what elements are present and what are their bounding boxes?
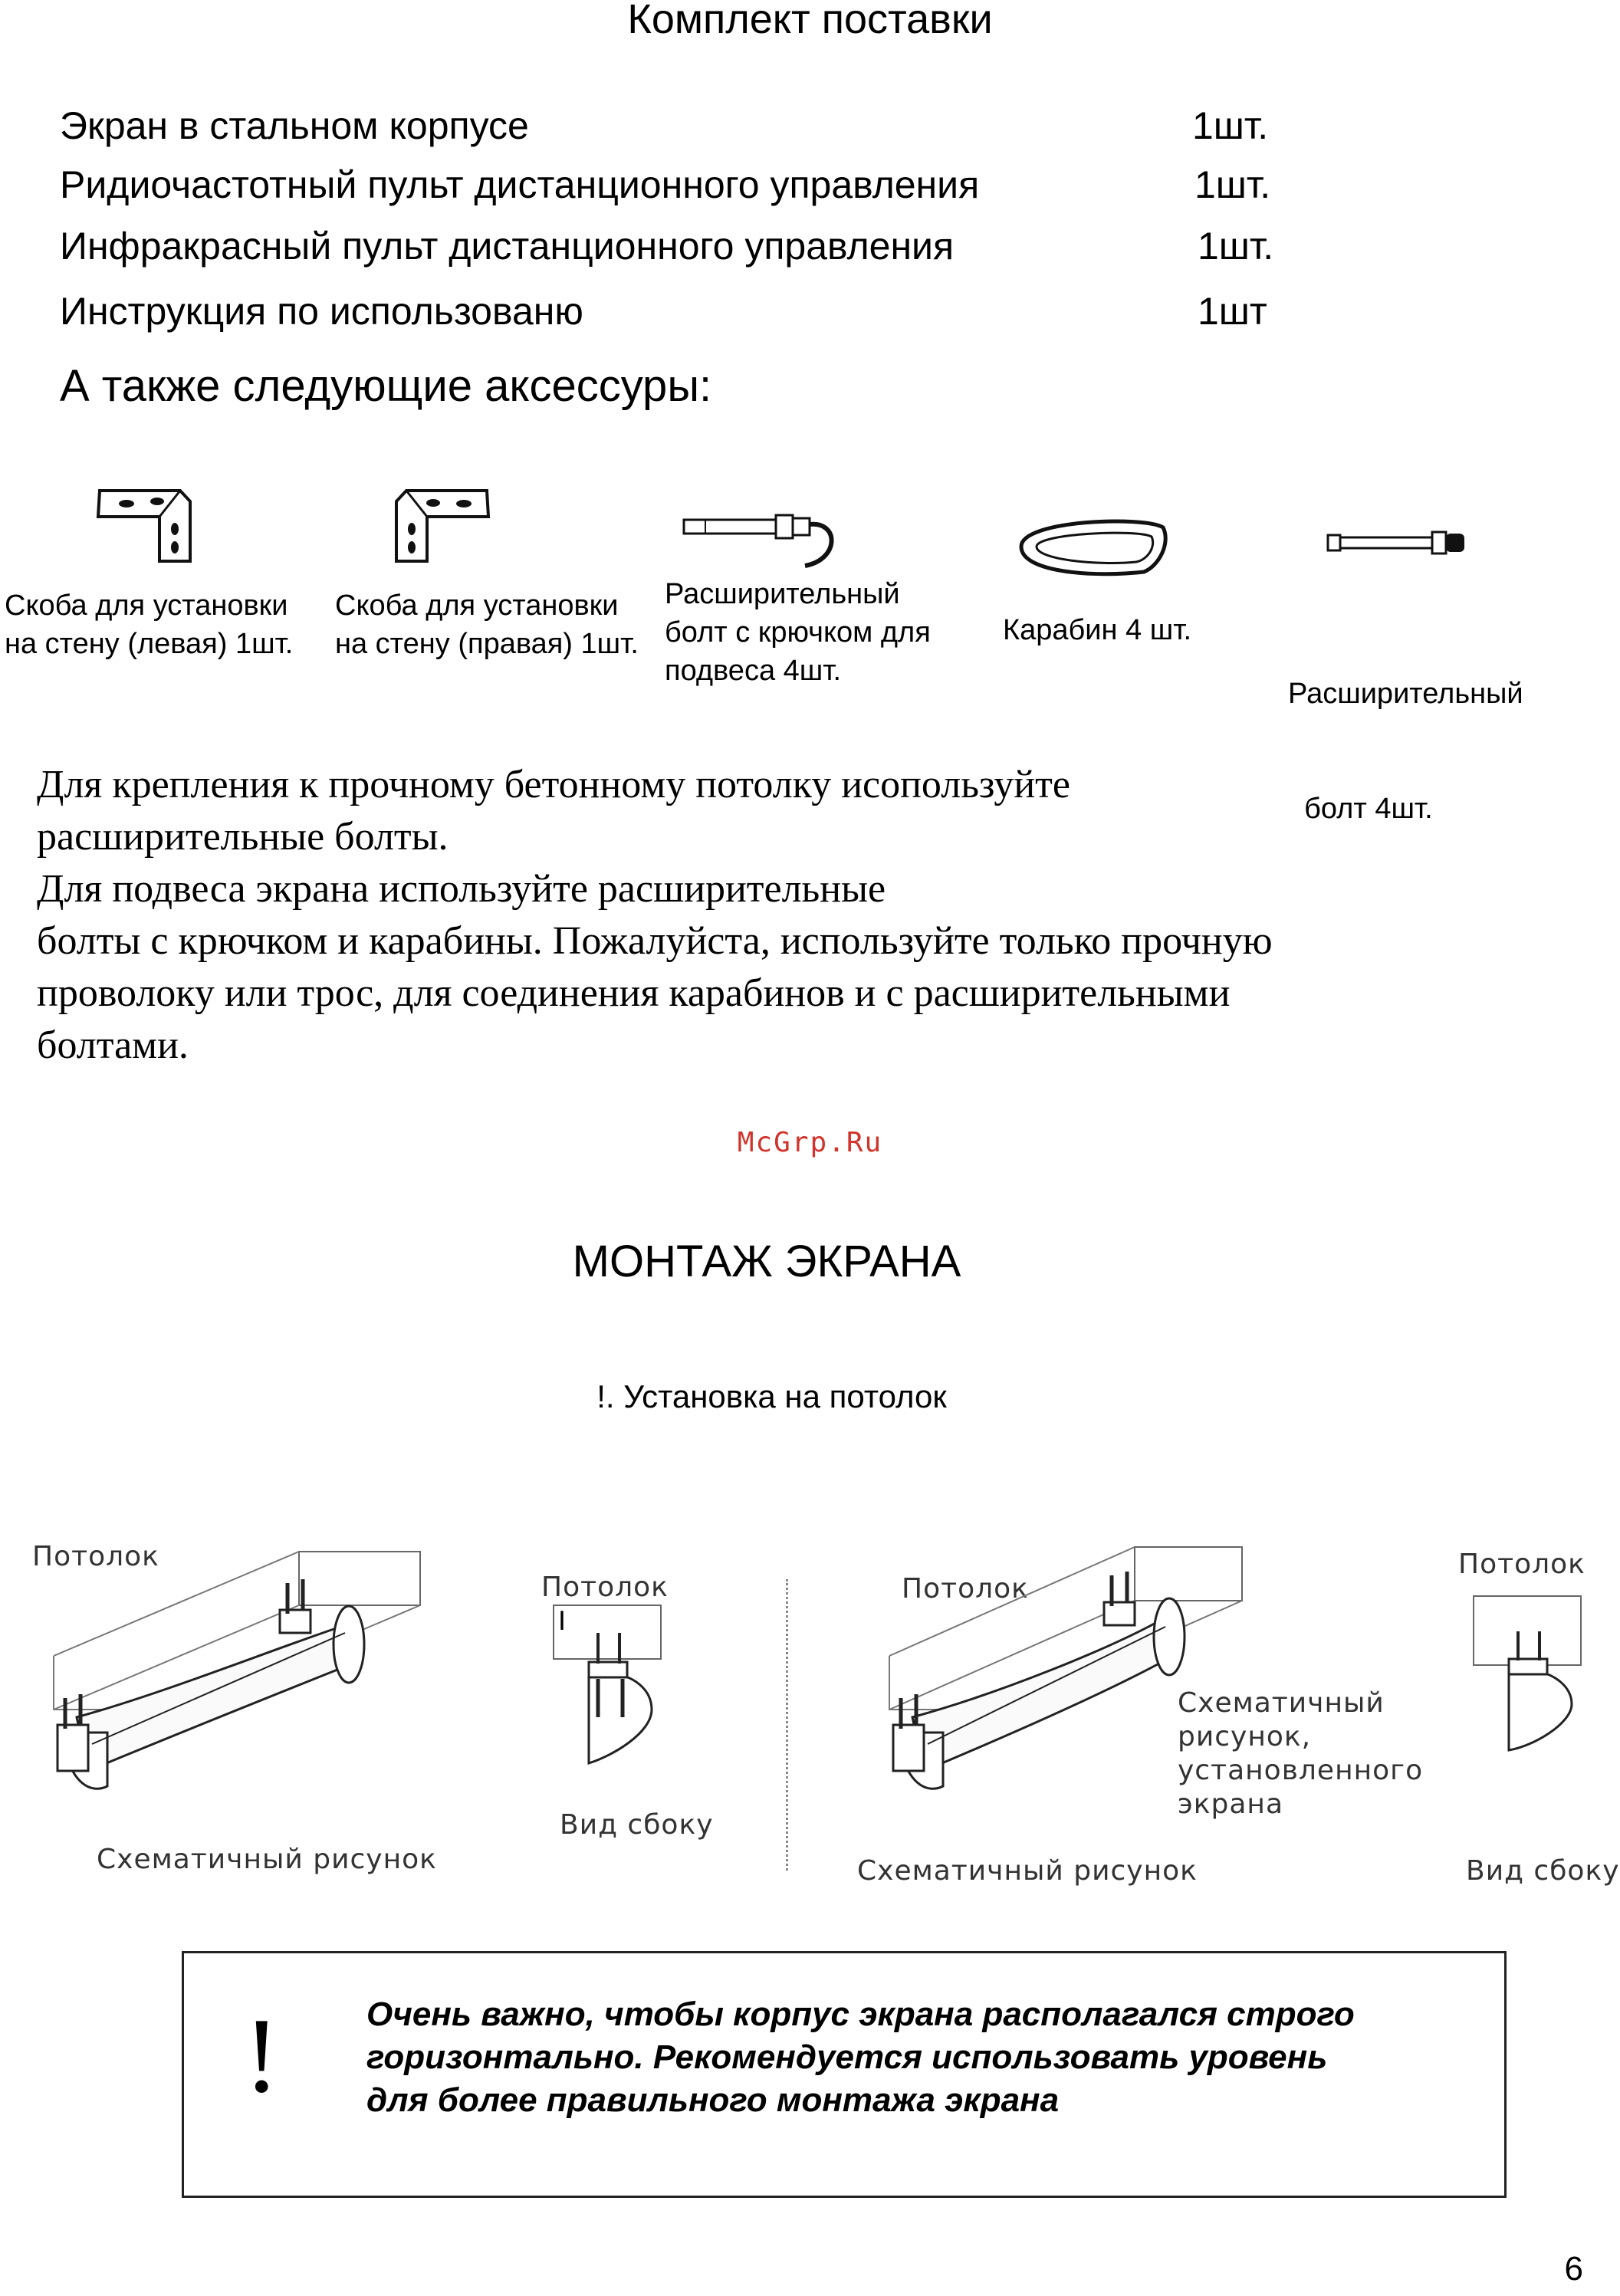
hook-bolt-icon [682, 506, 851, 575]
side-view-diagram-right [1472, 1593, 1587, 1762]
ceiling-label: Потолок [541, 1572, 669, 1603]
accessory-caption: Карабин 4 шт. [1003, 614, 1191, 646]
warning-text: Очень важно, чтобы корпус экрана располагался строго горизонтально. Рекомендуется использовать уровень для более правильного монтажа экрана [366, 1995, 1355, 2119]
ceiling-label: Потолок [902, 1573, 1029, 1605]
expansion-bolt-icon [1326, 524, 1472, 563]
warning-icon: ! [244, 1996, 280, 2115]
side-view-label: Вид сбоку [560, 1809, 714, 1841]
package-item-qty: 1шт. [1198, 225, 1274, 268]
package-item-qty: 1шт. [1194, 163, 1271, 206]
watermark: McGrp.Ru [737, 1127, 883, 1158]
package-item-name: Ридиочастотный пульт дистанционного управления [60, 163, 980, 206]
accessory-caption: Расширительный болт с крючком для подвеса 4шт. [665, 578, 931, 687]
instructions-text: Для крепления к прочному бетонному потолку исопользуйте расширительные болты. Для подвеса экрана используйте расширительные болты с крючком и карабины. Пожалуйста, используйте только прочную проволоку или трос, для соединения карабинов и с расширительными болтами. [37, 763, 1273, 1067]
bracket-left-icon [92, 484, 199, 569]
side-marker: I [558, 1606, 567, 1637]
page-title: Комплект поставки [627, 0, 993, 42]
accessory-caption: Скоба для установки на стену (правая) 1шт. [335, 590, 639, 660]
package-item-qty: 1шт. [1192, 104, 1269, 147]
package-item-name: Экран в стальном корпусе [60, 104, 529, 147]
schematic-label: Схематичный рисунок [857, 1855, 1198, 1887]
ceiling-label: Потолок [1458, 1549, 1585, 1580]
section-title: !. Установка на потолок [596, 1378, 947, 1414]
schematic-label: Схематичный рисунок [97, 1844, 437, 1875]
carabiner-icon [1006, 512, 1175, 581]
schematic-diagram-left [46, 1541, 429, 1817]
installed-note: Схематичный рисунок, установленного экрана [1178, 1687, 1424, 1820]
bracket-right-icon [387, 484, 495, 569]
divider [786, 1579, 788, 1871]
side-view-diagram-left [552, 1602, 667, 1771]
side-view-label: Вид сбоку [1466, 1855, 1620, 1887]
accessory-caption: Скоба для установки на стену (левая) 1шт. [5, 590, 294, 660]
package-item-name: Инструкция по использованю [60, 290, 583, 333]
package-item-name: Инфракрасный пульт дистанционного управления [60, 225, 955, 268]
mount-title: МОНТАЖ ЭКРАНА [572, 1237, 961, 1286]
page-number: 6 [1564, 2250, 1583, 2288]
accessories-title: А также следующие аксессуры: [60, 361, 712, 411]
package-item-qty: 1шт [1198, 290, 1267, 333]
accessory-caption: Расширительный болт 4шт. [1288, 678, 1523, 825]
ceiling-label: Потолок [32, 1541, 159, 1572]
